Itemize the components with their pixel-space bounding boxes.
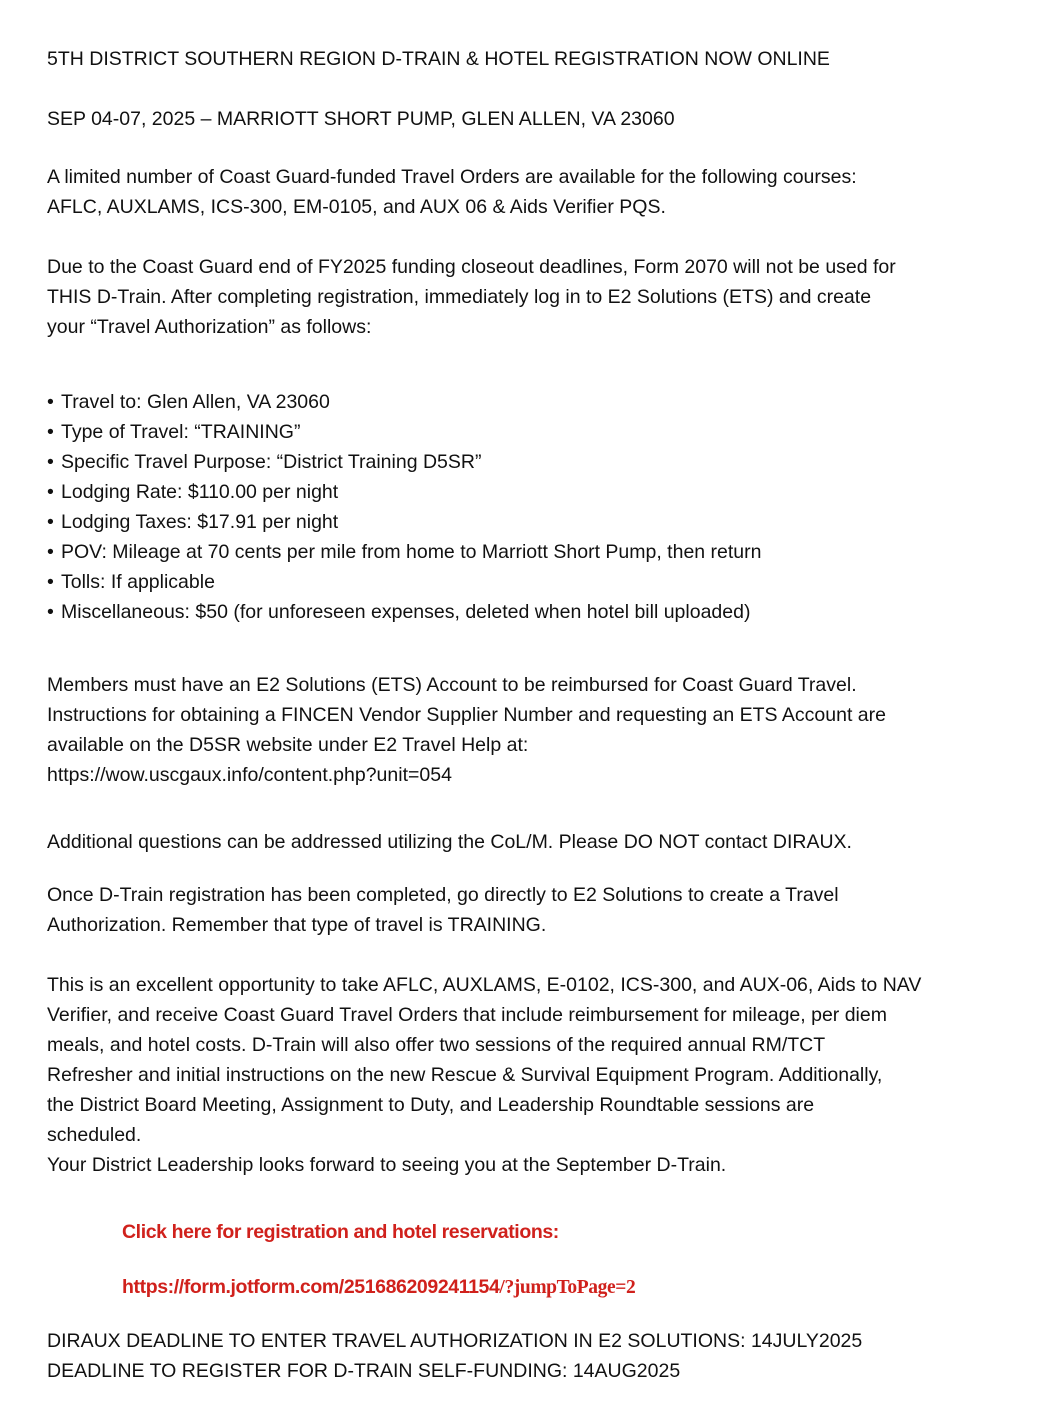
travel-authorization-list [47,387,1032,627]
list-item: • Travel to: Glen Allen, VA 23060 [47,387,1032,417]
list-item: • Miscellaneous: $50 (for unforeseen expenses, deleted when hotel bill uploaded) [47,597,1032,627]
page-heading: 5TH DISTRICT SOUTHERN REGION D-TRAIN & HOTEL REGISTRATION NOW ONLINE [47,48,830,70]
intro-paragraph: A limited number of Coast Guard-funded Travel Orders are available for the following courses: AFLC, AUXLAMS, ICS-300, EM-0105, and AUX 06 & Aids Verifier PQS. [47,166,857,218]
list-item: • Lodging Rate: $110.00 per night [47,477,1032,507]
self-funding-deadline: DEADLINE TO REGISTER FOR D-TRAIN SELF-FUNDING: 14AUG2025 [47,1360,681,1382]
once-registered-paragraph: Once D-Train registration has been completed, go directly to E2 Solutions to create a Travel Authorization. Remember that type of travel is TRAINING. [47,884,839,936]
registration-link[interactable]: https://form.jotform.com/251686209241154/?jumpToPage=2 [122,1276,636,1298]
list-item: • POV: Mileage at 70 cents per mile from home to Marriott Short Pump, then return [47,537,1032,567]
bullet-icon: • [47,421,54,443]
bullet-icon: • [47,601,54,623]
bullet-icon: • [47,541,54,563]
bullet-icon: • [47,391,54,413]
deadlines-block [47,1326,1032,1386]
list-item: • Specific Travel Purpose: “District Training D5SR” [47,447,1032,477]
bullet-icon: • [47,511,54,533]
bullet-icon: • [47,571,54,593]
list-item: • Type of Travel: “TRAINING” [47,417,1032,447]
registration-label[interactable]: Click here for registration and hotel reservations: [122,1221,559,1243]
list-item: • Tolls: If applicable [47,567,1032,597]
diraux-deadline: DIRAUX DEADLINE TO ENTER TRAVEL AUTHORIZATION IN E2 SOLUTIONS: 14JULY2025 [47,1330,863,1352]
bullet-icon: • [47,451,54,473]
funding-paragraph: Due to the Coast Guard end of FY2025 funding closeout deadlines, Form 2070 will not be used for THIS D-Train. After completing registration, immediately log in to E2 Solutions (ETS) and create your “Travel Authorization” as follows: [47,256,896,338]
event-date-location: SEP 04-07, 2025 – MARRIOTT SHORT PUMP, GLEN ALLEN, VA 23060 [47,108,675,130]
account-paragraph: Members must have an E2 Solutions (ETS) Account to be reimbursed for Coast Guard Travel. Instructions for obtaining a FINCEN Vendor Supplier Number and requesting an ETS Account are available on the D5SR website under E2 Travel Help at: https://wow.uscgaux.info/content.php?unit=054 [47,670,1032,790]
e2-travel-help-url[interactable]: https://wow.uscgaux.info/content.php?unit=054 [47,764,452,786]
bullet-icon: • [47,481,54,503]
registration-callout [47,1217,1032,1303]
opportunity-paragraph: This is an excellent opportunity to take AFLC, AUXLAMS, E-0102, ICS-300, and AUX-06, Aids to NAV Verifier, and receive Coast Guard Travel Orders that include reimbursement for mileage, per diem meals, and hotel costs. D-Train will also offer two sessions of the required annual RM/TCT Refresher and initial instructions on the new Rescue & Survival Equipment Program. Additionally, the District Board Meeting, Assignment to Duty, and Leadership Roundtable sessions are scheduled. Your District Leadership looks forward to seeing you at the September D-Train. [47,974,922,1176]
questions-paragraph: Additional questions can be addressed utilizing the CoL/M. Please DO NOT contact DIRAUX. [47,831,852,853]
document-page [47,44,1032,1386]
list-item: • Lodging Taxes: $17.91 per night [47,507,1032,537]
